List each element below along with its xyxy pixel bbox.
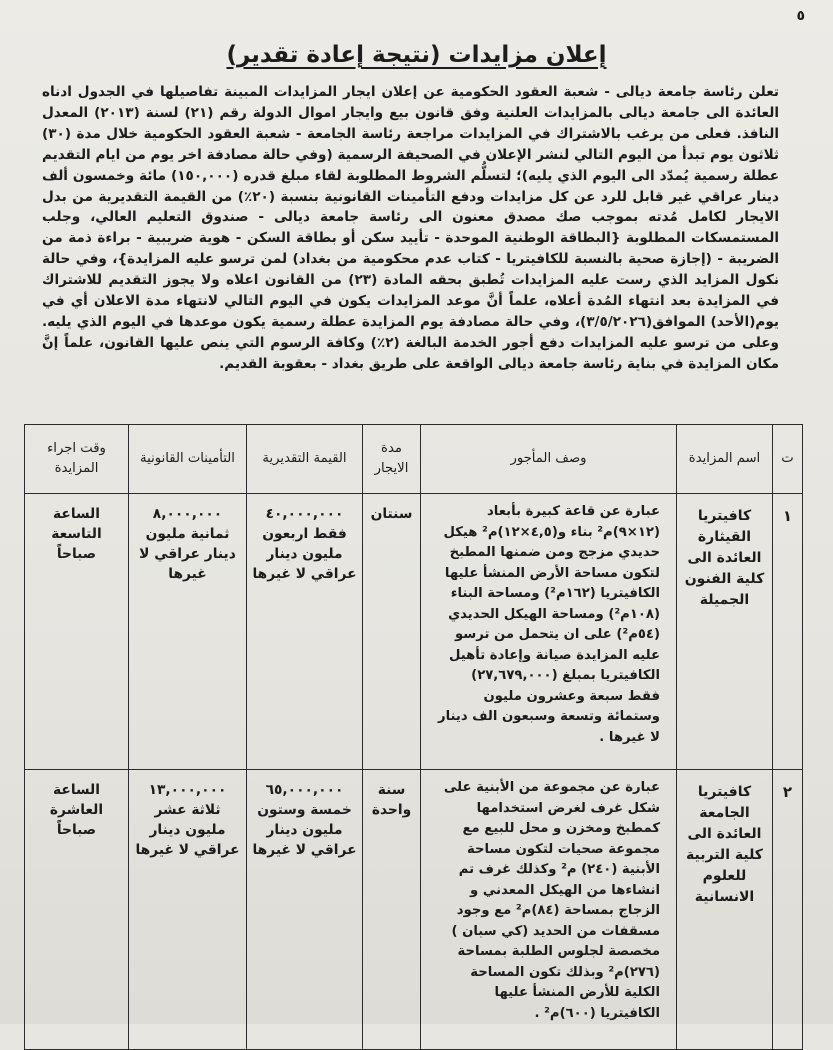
- value-number: ٦٥,٠٠٠,٠٠٠: [265, 782, 344, 798]
- header-estimated-value: القيمة التقديرية: [247, 425, 363, 494]
- table-header-row: [25, 425, 803, 494]
- row-auction-time: الساعة العاشرة صباحاً: [25, 770, 129, 1050]
- header-legal-deposit: التأمينات القانونية: [129, 425, 247, 494]
- row-lease-period: سنة واحدة: [363, 770, 421, 1050]
- deposit-number: ٨,٠٠٠,٠٠٠: [152, 506, 223, 522]
- deposit-words: ثلاثة عشر مليون دينار عراقي لا غيرها: [135, 802, 240, 858]
- table-row: [25, 494, 803, 770]
- table-row: [25, 770, 803, 1050]
- row-legal-deposit: [129, 770, 247, 1050]
- row-auction-name: كافيتريا القيثارة العائدة الى كلية الفنون الجميلة: [677, 494, 773, 770]
- row-description: عبارة عن مجموعة من الأبنية على شكل غرف لغرض استخدامها كمطبخ ومخزن و محل للبيع مع مجموعة صحيات لتكون مساحة الأبنية (٢٤٠) م² وكذلك غرف تم انشاءها من الهيكل المعدني و الزجاج بمساحة (٨٤)م² مع وجود مسقفات من الحديد (كي سبان ) مخصصة لجلوس الطلبة بمساحة (٢٧٦)م² وبذلك تكون المساحة الكلية للأرض المنشأ عليها الكافيتريا (٦٠٠)م² .: [421, 770, 677, 1050]
- page-title: [0, 42, 833, 68]
- row-legal-deposit: [129, 494, 247, 770]
- header-auction-name: اسم المزايدة: [677, 425, 773, 494]
- row-index: ٢: [773, 770, 803, 1050]
- row-lease-period: سنتان: [363, 494, 421, 770]
- row-estimated-value: [247, 770, 363, 1050]
- row-index: ١: [773, 494, 803, 770]
- deposit-number: ١٣,٠٠٠,٠٠٠: [148, 782, 227, 798]
- value-words: خمسة وستون مليون دينار عراقي لا غيرها: [252, 802, 357, 858]
- row-auction-time: الساعة التاسعة صباحاً: [25, 494, 129, 770]
- value-number: ٤٠,٠٠٠,٠٠٠: [265, 506, 344, 522]
- auction-table: [24, 424, 803, 1050]
- value-words: فقط اربعون مليون دينار عراقي لا غيرها: [252, 526, 357, 582]
- page-mark: ٥: [796, 8, 805, 24]
- announcement-body: تعلن رئاسة جامعة ديالى - شعبة العقود الحكومية عن إعلان ايجار المزايدات المبينة تفاصيلها في الجدول ادناه العائدة الى جامعة ديالى بالمزايدات العلنية وفق قانون بيع وايجار اموال الدولة رقم (٢١) لسنة (٢٠١٣) المعدل النافذ. فعلى من يرغب بالاشتراك في المزايدات مراجعة رئاسة الجامعة - شعبة العقود الحكومية خلال مدة (٣٠) ثلاثون يوم تبدأ من اليوم التالي لنشر الإعلان في الصحيفة الرسمية (وفي حالة مصادفة اخر يوم من ايام التقديم عطلة رسمية يُمدّد الى اليوم الذي يليه)؛ لتسلُّم الشروط المطلوبة لقاء مبلغ قدره (١٥٠,٠٠٠) مائة وخمسون ألف دينار عراقي غير قابل للرد عن كل مزايدات ودفع التأمينات القانونية بنسبة (٢٠٪) من القيمة التقديرية من بدل الايجار لكامل مُدته بموجب صك مصدق معنون الى رئاسة جامعة ديالى - صندوق التعليم العالي، وجلب المستمسكات المطلوبة {البطاقة الوطنية الموحدة - تأييد سكن أو بطاقة السكن - هوية ضريبية - براءة ذمة من الضريبة - (إجازة صحية بالنسبة للكافيتريا - كتاب عدم محكومية من بغداد) لمن ترسو عليه المزايدة}، وفي حالة نكول المزايد الذي رست عليه المزايدات تُطبق بحقه المادة (٢٣) من القانون اعلاه ولا يجوز التقديم للاشتراك في المزايدة بعد انتهاء المُدة أعلاه، علماً أنَّ موعد المزايدات يكون في اليوم التالي لانتهاء مدة الاعلان أي في يوم(الأحد) الموافق(٣/٥/٢٠٢٦)، وفي حالة مصادفة يوم المزايدة عطلة رسمية يكون موعدها في اليوم الذي يليه. وعلى من ترسو عليه المزايدات دفع أجور الخدمة البالغة (٢٪) وكافة الرسوم التي ينص عليها القانون، علماً إنَّ مكان المزايدة في بناية رئاسة جامعة ديالى الواقعة على طريق بغداد - بعقوبة القديم.: [42, 84, 780, 372]
- header-auction-time: وقت اجراء المزايدة: [25, 425, 129, 494]
- header-index: ت: [773, 425, 803, 494]
- header-description: وصف المأجور: [421, 425, 677, 494]
- row-estimated-value: [247, 494, 363, 770]
- row-auction-name: كافيتريا الجامعة العائدة الى كلية التربية للعلوم الانسانية: [677, 770, 773, 1050]
- page-title-text: إعلان مزايدات (نتيجة إعادة تقدير): [226, 42, 607, 68]
- row-description: عبارة عن قاعة كبيرة بأبعاد (١٢×٩)م² بناء و(٤,٥×١٢)م² هيكل حديدي مزجج ومن ضمنها المطبخ لتكون مساحة الأرض المنشأ عليها الكافيتريا (١٦٢م²) ومساحة البناء (١٠٨م²) ومساحة الهيكل الحديدي (٥٤م²) على ان يتحمل من ترسو عليه المزايدة صيانة وإعادة تأهيل الكافيتريا بمبلغ (٢٧,٦٧٩,٠٠٠) فقط سبعة وعشرون مليون وستمائة وتسعة وسبعون الف دينار لا غيرها .: [421, 494, 677, 770]
- header-lease-period: مدة الايجار: [363, 425, 421, 494]
- deposit-words: ثمانية مليون دينار عراقي لا غيرها: [139, 526, 236, 582]
